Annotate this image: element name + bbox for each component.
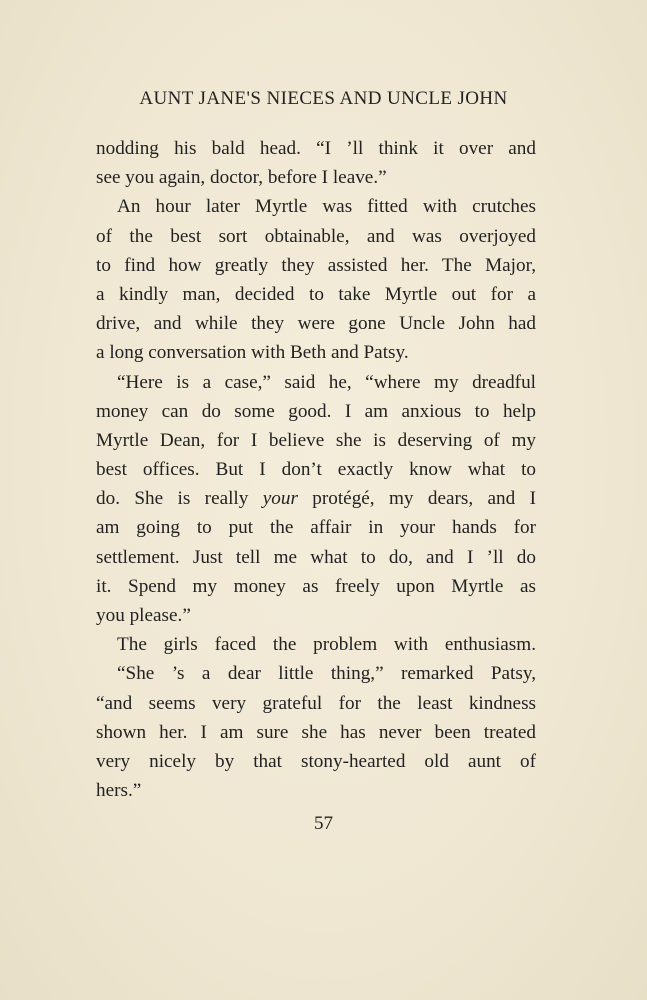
italic-word: your: [262, 488, 298, 510]
text-line: money can do some good. I am anxious to help: [96, 400, 536, 422]
text-line: am going to put the affair in your hands for: [96, 517, 536, 539]
text-line: to find how greatly they assisted her. The Major,: [96, 254, 536, 276]
text-line: a kindly man, decided to take Myrtle out for a: [96, 283, 536, 305]
text-line: Myrtle Dean, for I believe she is deserving of my: [96, 429, 536, 451]
text-line: “Here is a case,” said he, “where my dreadful: [117, 371, 536, 393]
text-line: “She ’s a dear little thing,” remarked Patsy,: [117, 663, 536, 685]
text-line: a long conversation with Beth and Patsy.: [96, 342, 409, 364]
text-line: [96, 484, 536, 513]
text-line: it. Spend my money as freely upon Myrtle as: [96, 575, 536, 597]
text-line: very nicely by that stony-hearted old aunt of: [96, 750, 536, 772]
text-line: best offices. But I don’t exactly know what to: [96, 459, 536, 481]
text-segment: do. She is really: [96, 488, 263, 510]
body-text: [96, 134, 536, 805]
text-line: “and seems very grateful for the least kindness: [96, 692, 536, 714]
text-line: settlement. Just tell me what to do, and I ’ll do: [96, 546, 536, 568]
text-segment: protégé, my dears, and I: [297, 488, 536, 510]
running-head: AUNT JANE'S NIECES AND UNCLE JOHN: [139, 88, 508, 109]
text-line: The girls faced the problem with enthusiasm.: [117, 634, 536, 656]
text-line: shown her. I am sure she has never been treated: [96, 721, 536, 743]
text-line: see you again, doctor, before I leave.”: [96, 167, 387, 189]
text-line: drive, and while they were gone Uncle John had: [96, 313, 536, 335]
text-line: of the best sort obtainable, and was overjoyed: [96, 225, 536, 247]
text-line: you please.”: [96, 605, 191, 626]
text-line: hers.”: [96, 780, 142, 802]
text-line: nodding his bald head. “I ’ll think it over and: [96, 138, 536, 159]
page-number: 57: [314, 813, 333, 834]
text-line: An hour later Myrtle was fitted with crutches: [117, 196, 536, 218]
